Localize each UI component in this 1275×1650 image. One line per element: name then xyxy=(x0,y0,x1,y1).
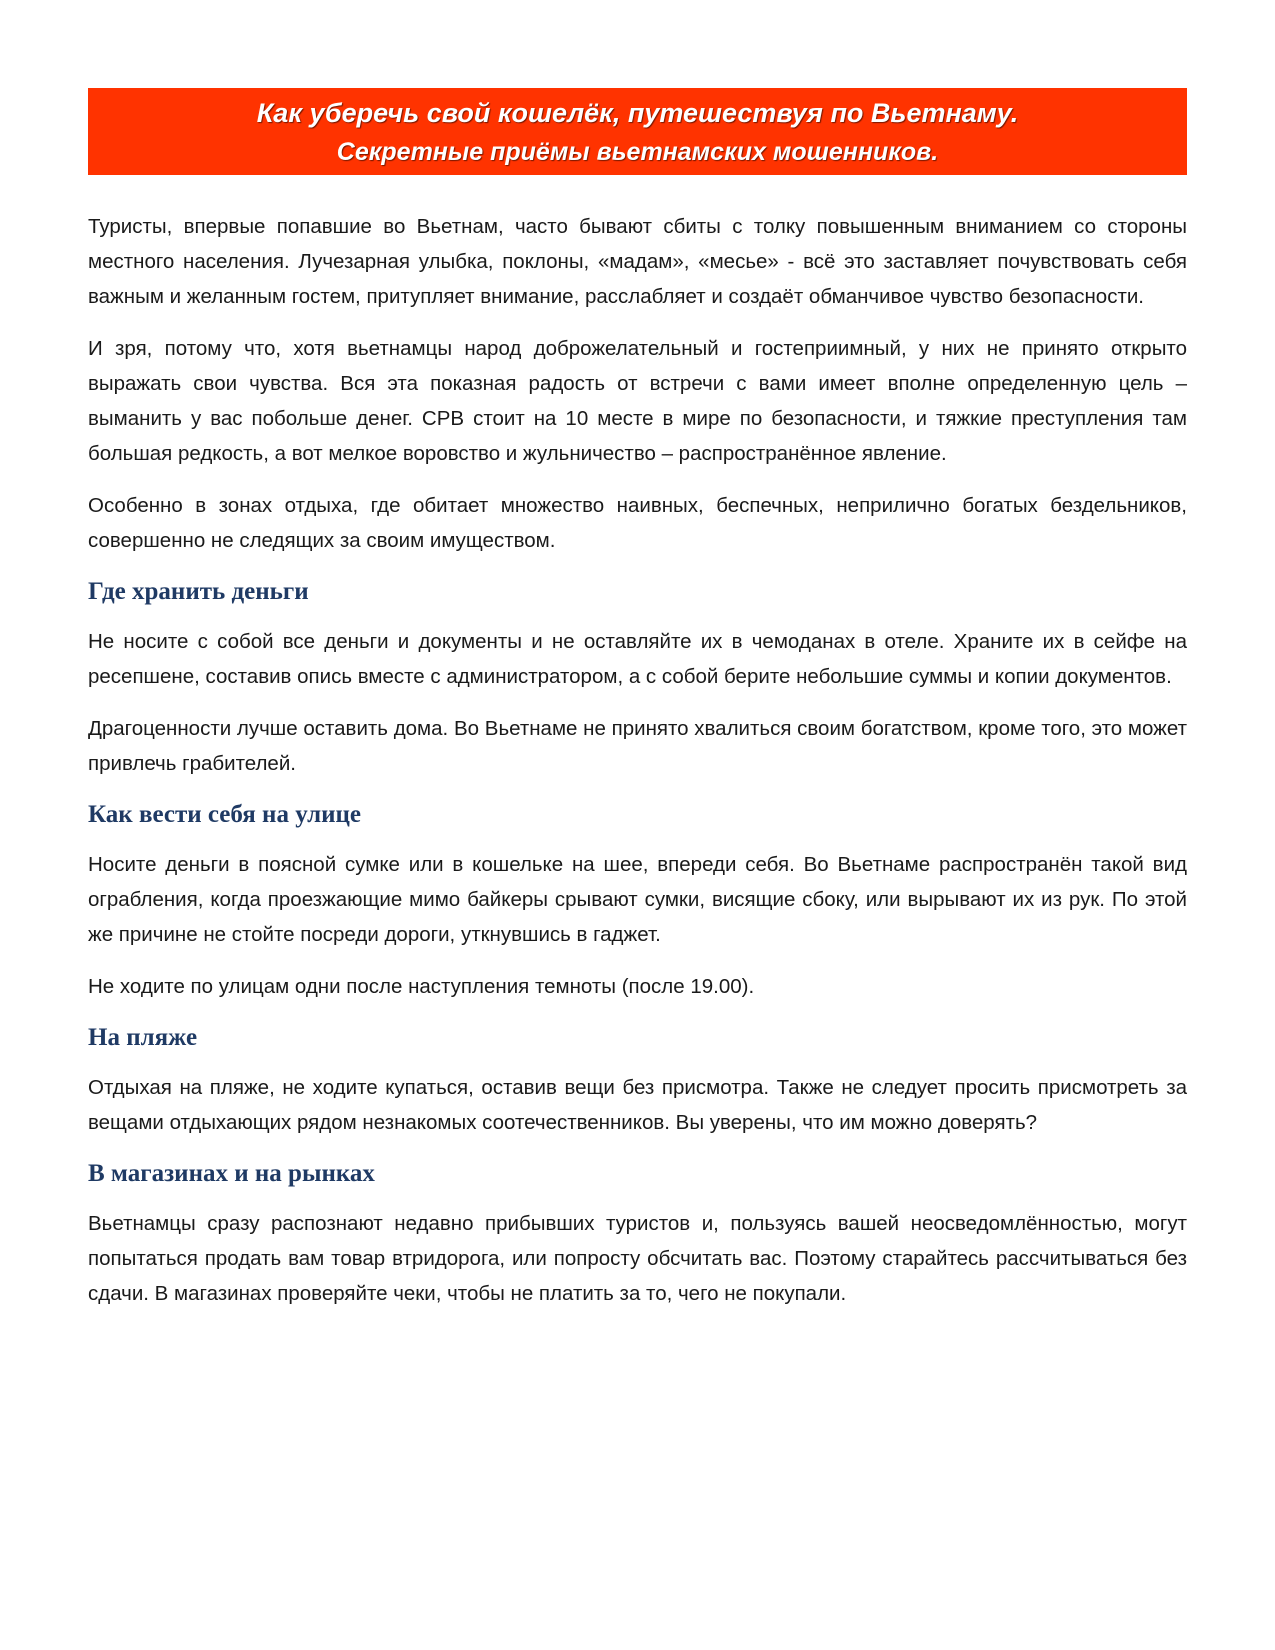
page-title: Как уберечь свой кошелёк, путешествуя по Вьетнаму. xyxy=(256,98,1019,128)
section-paragraph: Отдыхая на пляже, не ходите купаться, оставив вещи без присмотра. Также не следует просить присмотреть за вещами отдыхающих рядом незнакомых соотечественников. Вы уверены, что им можно доверять? xyxy=(88,1076,1187,1134)
document-page xyxy=(88,88,1187,1328)
section-heading-street: Как вести себя на улице xyxy=(88,801,361,828)
section-paragraph: Носите деньги в поясной сумке или в кошельке на шее, впереди себя. Во Вьетнаме распространён такой вид ограбления, когда проезжающие мимо байкеры срывают сумки, висящие сбоку, или вырывают их из рук. По этой же причине не стойте посреди дороги, уткнувшись в гаджет. xyxy=(88,853,1187,946)
intro-paragraph: И зря, потому что, хотя вьетнамцы народ доброжелательный и гостеприимный, у них не принято открыто выражать свои чувства. Вся эта показная радость от встречи с вами имеет вполне определенную цель – выманить у вас побольше денег. СРВ стоит на 10 месте в мире по безопасности, и тяжкие преступления там большая редкость, а вот мелкое воровство и жульничество – распространённое явление. xyxy=(88,337,1187,465)
title-banner xyxy=(88,88,1187,175)
intro-paragraph: Особенно в зонах отдыха, где обитает множество наивных, беспечных, неприлично богатых бездельников, совершенно не следящих за своим имуществом. xyxy=(88,494,1187,552)
section-paragraph: Не носите с собой все деньги и документы и не оставляйте их в чемоданах в отеле. Храните их в сейфе на ресепшене, составив опись вместе с администратором, а с собой берите небольшие суммы и копии документов. xyxy=(88,630,1187,688)
section-heading-money-storage: Где хранить деньги xyxy=(88,578,309,605)
section-paragraph: Вьетнамцы сразу распознают недавно прибывших туристов и, пользуясь вашей неосведомлённостью, могут попытаться продать вам товар втридорога, или попросту обсчитать вас. Поэтому старайтесь рассчитываться без сдачи. В магазинах проверяйте чеки, чтобы не платить за то, чего не покупали. xyxy=(88,1212,1187,1305)
section-paragraph: Драгоценности лучше оставить дома. Во Вьетнаме не принято хвалиться своим богатством, кроме того, это может привлечь грабителей. xyxy=(88,717,1187,775)
section-paragraph: Не ходите по улицам одни после наступления темноты (после 19.00). xyxy=(88,975,755,998)
section-heading-shops: В магазинах и на рынках xyxy=(88,1160,375,1187)
intro-paragraph: Туристы, впервые попавшие во Вьетнам, часто бывают сбиты с толку повышенным вниманием со стороны местного населения. Лучезарная улыбка, поклоны, «мадам», «месье» - всё это заставляет почувствовать себя важным и желанным гостем, притупляет внимание, расслабляет и создаёт обманчивое чувство безопасности. xyxy=(88,215,1187,308)
section-heading-beach: На пляже xyxy=(88,1024,198,1051)
page-subtitle: Секретные приёмы вьетнамских мошенников. xyxy=(336,138,939,166)
